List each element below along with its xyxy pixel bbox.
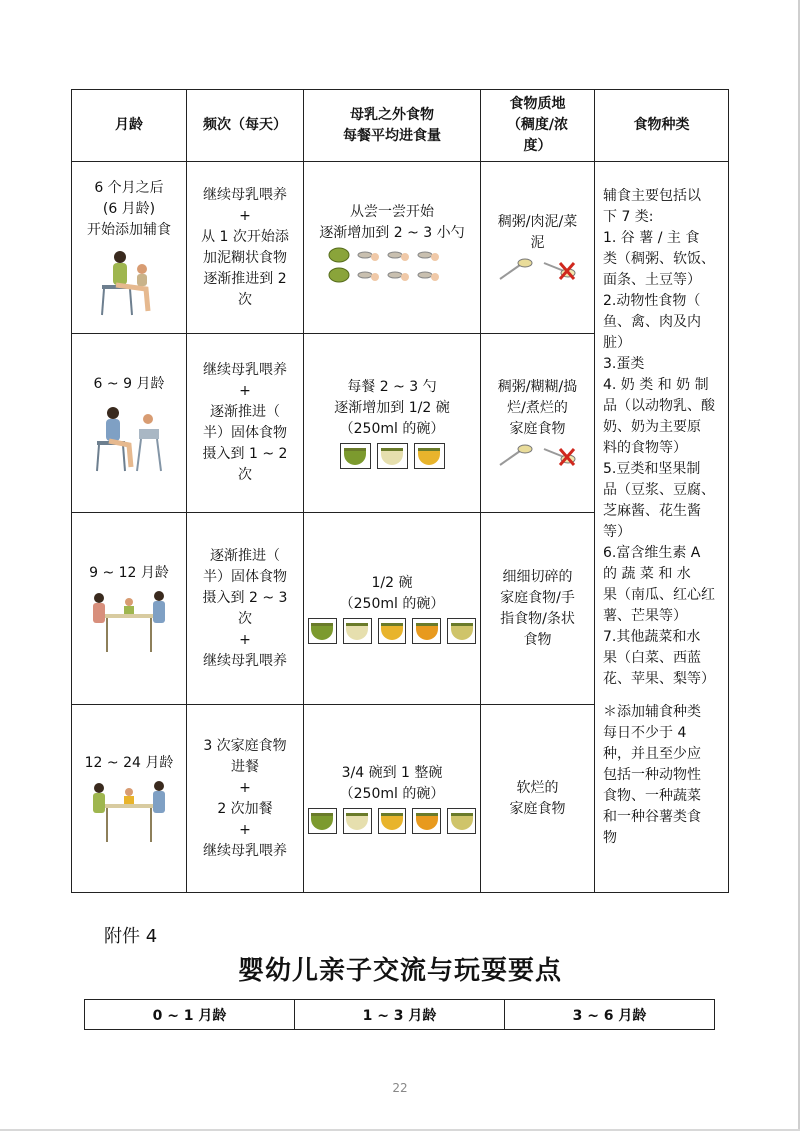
thick-spoon-icon [498, 443, 534, 469]
bowl-icons [308, 618, 476, 644]
vegetable-bowl-icon [340, 443, 371, 469]
complementary-feeding-table [71, 89, 729, 893]
grain-bowl-icon [447, 618, 476, 644]
bowl-icons [308, 808, 476, 834]
header-frequency: 频次（每天） [187, 90, 304, 162]
family-at-table-illustration [89, 588, 169, 654]
age-cell [72, 705, 187, 893]
food-type-item: 4. 奶 类 和 奶 制 品（以动物乳、酸 奶、奶为主要原 料的食物等） [603, 377, 715, 456]
food-type-item: 3.蛋类 [603, 356, 645, 372]
frequency-cell: 继续母乳喂养 + 从 1 次开始添 加泥糊状食物 逐渐推进到 2 次 [187, 162, 304, 334]
age-text: 6 ~ 9 月龄 [93, 375, 165, 392]
page-number: 22 [392, 1081, 408, 1095]
amount-text: 每餐 2 ~ 3 勺 逐渐增加到 1/2 碗 （250ml 的碗） [334, 379, 450, 437]
bowl-icons [308, 443, 476, 469]
grain-bowl-icon [447, 808, 476, 834]
egg-bowl-icon [378, 618, 407, 644]
food-type-item: 2.动物性食物（ 鱼、禽、肉及内 脏） [603, 293, 701, 351]
frequency-cell: 逐渐推进（ 半）固体食物 摄入到 2 ~ 3 次 + 继续母乳喂养 [187, 513, 304, 705]
spoon-consistency-icons [485, 443, 590, 469]
table-header-row [85, 1000, 715, 1030]
header-age: 月龄 [72, 90, 187, 162]
frequency-cell: 继续母乳喂养 + 逐渐推进（ 半）固体食物 摄入到 1 ~ 2 次 [187, 334, 304, 513]
egg-bowl-icon [414, 443, 445, 469]
egg-bowl-icon [378, 808, 407, 834]
porridge-bowl-icon [377, 443, 408, 469]
amount-cell [304, 513, 481, 705]
vegetable-bowl-icon [308, 808, 337, 834]
frequency-cell: 3 次家庭食物 进餐 + 2 次加餐 + 继续母乳喂养 [187, 705, 304, 893]
amount-cell [304, 162, 481, 334]
porridge-bowl-icon [343, 618, 372, 644]
interaction-age-table [84, 999, 715, 1030]
header-amount: 母乳之外食物 每餐平均进食量 [304, 90, 481, 162]
age-header-cell: 1 ~ 3 月龄 [295, 1000, 505, 1030]
header-texture: 食物质地 （稠度/浓 度） [481, 90, 595, 162]
porridge-bowl-icon [343, 808, 372, 834]
orange-fruit-icon [412, 808, 441, 834]
food-types-cell [595, 162, 729, 893]
food-types-note: ＊添加辅食种类 每日不少于 4 种，并且至少应 包括一种动物性 食物、一种蔬菜 和一种谷薯类食 物 [603, 704, 701, 846]
amount-cell [304, 334, 481, 513]
amount-cell [304, 705, 481, 893]
texture-text: 稠粥/糊糊/捣 烂/煮烂的 家庭食物 [497, 379, 578, 437]
vegetable-bowl-icon [308, 618, 337, 644]
food-type-item: 1. 谷 薯 / 主 食 类（稠粥、软饭、 面条、土豆等） [603, 230, 715, 288]
texture-cell [481, 162, 595, 334]
amount-text: 3/4 碗到 1 整碗 （250ml 的碗） [339, 765, 445, 802]
texture-cell: 细细切碎的 家庭食物/手 指食物/条状 食物 [481, 513, 595, 705]
age-text: 9 ~ 12 月龄 [89, 565, 169, 581]
age-cell [72, 513, 187, 705]
spoon-consistency-icons [485, 257, 590, 283]
age-header-cell: 0 ~ 1 月龄 [85, 1000, 295, 1030]
texture-text: 稠粥/肉泥/菜 泥 [497, 214, 578, 251]
header-food-types: 食物种类 [595, 90, 729, 162]
texture-cell: 软烂的 家庭食物 [481, 705, 595, 893]
runny-spoon-crossed-icon [542, 443, 578, 469]
table-header-row [72, 90, 729, 162]
age-header-cell: 3 ~ 6 月龄 [505, 1000, 715, 1030]
attachment-label: 附件 4 [104, 926, 158, 947]
family-meal-illustration [89, 778, 169, 844]
table-row [72, 162, 729, 334]
age-cell [72, 334, 187, 513]
food-type-item: 7.其他蔬菜和水 果（白菜、西蓝 花、苹果、梨等） [603, 629, 715, 687]
texture-cell [481, 334, 595, 513]
bowl-and-spoons-illustration [327, 244, 457, 286]
mother-feeding-baby-illustration [94, 245, 164, 317]
food-type-item: 5.豆类和坚果制 品（豆浆、豆腐、 芝麻酱、花生酱 等） [603, 461, 715, 540]
amount-text: 1/2 碗 （250ml 的碗） [339, 575, 445, 612]
age-text: 6 个月之后 (6 月龄) 开始添加辅食 [87, 180, 171, 238]
food-types-intro: 辅食主要包括以 下 7 类: [603, 188, 701, 225]
amount-text: 从尝一尝开始 逐渐增加到 2 ~ 3 小勺 [319, 204, 465, 241]
runny-spoon-crossed-icon [542, 257, 578, 283]
thick-spoon-icon [498, 257, 534, 283]
section-title: 婴幼儿亲子交流与玩耍要点 [237, 956, 562, 986]
orange-fruit-icon [412, 618, 441, 644]
age-cell [72, 162, 187, 334]
age-text: 12 ~ 24 月龄 [84, 755, 174, 771]
food-type-item: 6.富含维生素 A 的 蔬 菜 和 水 果（南瓜、红心红 薯、芒果等） [603, 545, 715, 624]
mother-with-baby-highchair-illustration [93, 399, 165, 473]
